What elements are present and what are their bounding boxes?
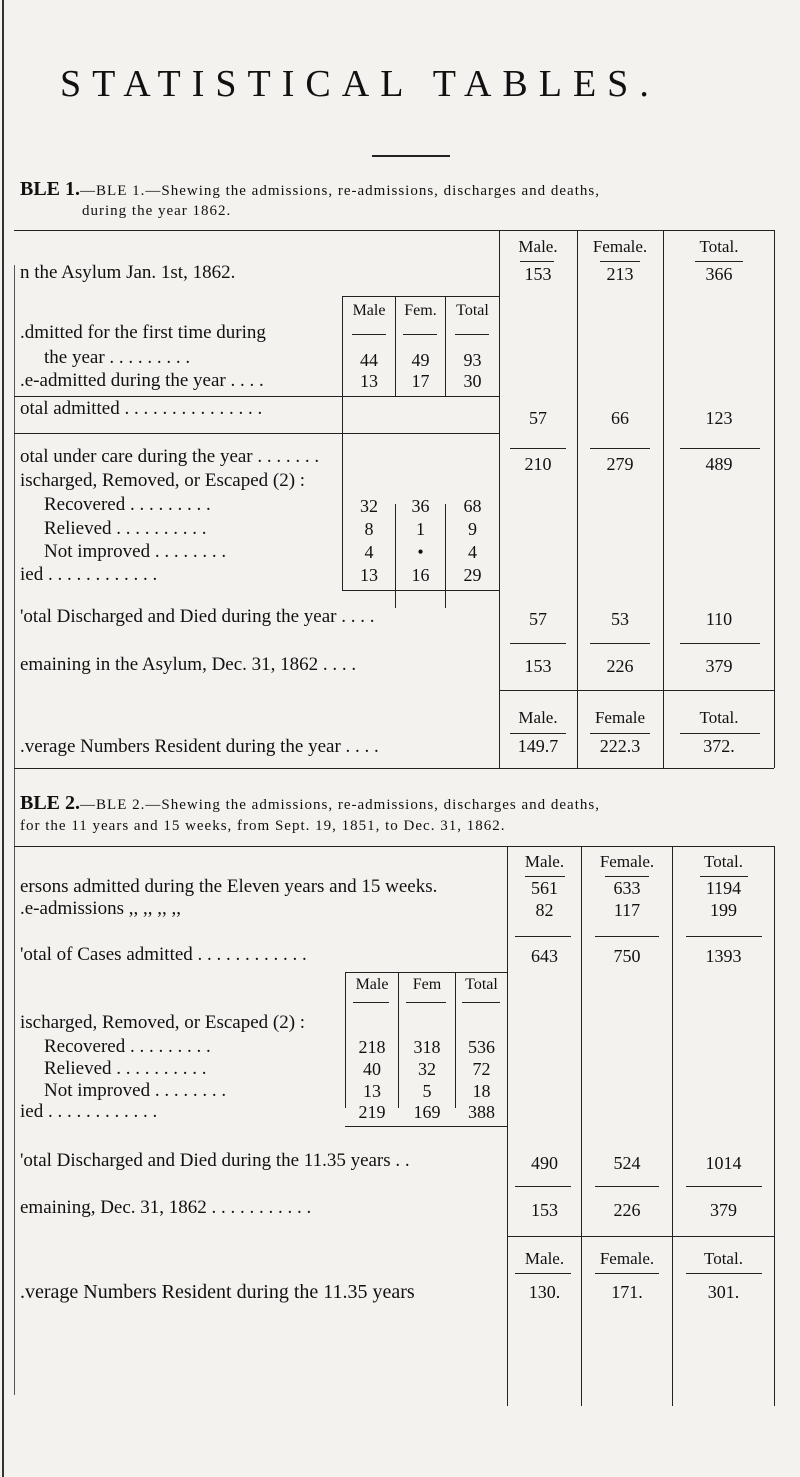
table1-recovered-fem: 36 (411, 496, 430, 516)
table1-died-male: 13 (360, 565, 378, 585)
table1-in-asylum-total: 366 (705, 264, 733, 284)
table2-avg-header-male: Male. (524, 1249, 565, 1268)
rule (353, 1002, 389, 1003)
table1-remaining-male: 153 (524, 656, 552, 676)
rule (600, 261, 640, 262)
rule (342, 590, 499, 591)
table1-total-admitted-label: otal admitted . . . . . . . . . . . . . . . (20, 398, 263, 419)
table1-under-care-female: 279 (606, 454, 634, 474)
table1-not-improved-male: 4 (364, 542, 374, 562)
rule (700, 876, 748, 877)
rule (525, 876, 565, 877)
rule (462, 1002, 500, 1003)
table1-discharged-label: ischarged, Removed, or Escaped (2) : (20, 470, 306, 491)
table1-total-discharged-total: 110 (705, 609, 733, 629)
table2-recovered-male: 218 (358, 1037, 386, 1057)
table2-readmissions-total: 199 (710, 900, 737, 920)
table1-caption-line2: during the year 1862. (82, 203, 232, 219)
table2-persons-admitted-label: ersons admitted during the Eleven years and 15 weeks. (20, 876, 438, 897)
table2-caption-line2: for the 11 years and 15 weeks, from Sept. 19, 1851, to Dec. 31, 1862. (20, 818, 506, 834)
table2-died-male: 219 (358, 1102, 386, 1122)
table1-died-label: ied . . . . . . . . . . . . (20, 564, 158, 585)
table1-remaining-label: emaining in the Asylum, Dec. 31, 1862 . . . . (20, 654, 357, 675)
table1-in-asylum-female: 213 (606, 264, 634, 284)
rule (680, 448, 760, 449)
table2-col-divider-2 (581, 846, 582, 1406)
table2-caption-line1: BLE 2.—BLE 2.—Shewing the admissions, re-admissions, discharges and deaths, (20, 792, 600, 814)
table1-total-discharged-female: 53 (611, 609, 629, 629)
table1-sub-divider-1 (342, 296, 343, 509)
table2-total-discharged-total: 1014 (705, 1153, 742, 1173)
table2-relieved-label: Relieved . . . . . . . . . . (44, 1058, 207, 1079)
rule (686, 936, 762, 937)
table2-caption-text: BLE 2.—Shewing the admissions, re-admissions, discharges and deaths, (96, 797, 600, 813)
rule (590, 448, 650, 449)
table1-admitted-first-fem: 49 (411, 350, 430, 370)
page-title: STATISTICAL TABLES. (60, 63, 660, 105)
table2-persons-admitted-female: 633 (613, 878, 641, 898)
table1-died-total: 29 (463, 565, 482, 585)
table1-total-discharged-male: 57 (529, 609, 547, 629)
table2-readmissions-male: 82 (535, 900, 554, 920)
table1-average-female: 222.3 (599, 736, 641, 756)
table2-relieved-male: 40 (363, 1059, 381, 1079)
rule (515, 1186, 571, 1187)
table2-relieved-total: 72 (472, 1059, 491, 1079)
table2-readmissions-label: .e-admissions ,, ,, ,, ,, (20, 898, 181, 919)
rule (590, 733, 650, 734)
title-rule (372, 155, 450, 157)
rule (14, 433, 499, 434)
table1-readmitted-male: 13 (360, 371, 378, 391)
table2-total-cases-total: 1393 (705, 946, 742, 966)
table1-average-total: 372. (703, 736, 735, 756)
table2-header-female: Female. (599, 852, 655, 871)
table1-admitted-first-male: 44 (360, 350, 378, 370)
rule (686, 1273, 762, 1274)
table1-remaining-female: 226 (606, 656, 634, 676)
table2-sub-header-fem: Fem (412, 976, 442, 993)
rule (590, 643, 650, 644)
table2-avg-header-female: Female. (599, 1249, 655, 1268)
rule (515, 1273, 571, 1274)
rule (342, 504, 343, 590)
table1-not-improved-label: Not improved . . . . . . . . (44, 541, 227, 562)
table1-relieved-male: 8 (364, 519, 374, 539)
table1-header-total: Total. (699, 237, 739, 256)
table1-avg-header-female: Female (594, 708, 646, 727)
table1-caption-line1: BLE 1.—BLE 1.—Shewing the admissions, re-admissions, discharges and deaths, (20, 178, 600, 200)
rule (515, 936, 571, 937)
rule (507, 1236, 774, 1237)
table2-recovered-label: Recovered . . . . . . . . . (44, 1036, 211, 1057)
rule (345, 1126, 507, 1127)
table2-header-male: Male. (524, 852, 565, 871)
table2-total-discharged-male: 490 (531, 1153, 558, 1173)
table1-total-admitted-male: 57 (529, 408, 547, 428)
rule (510, 448, 566, 449)
table2-relieved-fem: 32 (418, 1059, 436, 1079)
table2-not-improved-fem: 5 (422, 1081, 432, 1101)
table2-not-improved-male: 13 (363, 1081, 381, 1101)
table1-readmitted-fem: 17 (411, 371, 430, 391)
rule (680, 643, 760, 644)
rule (510, 643, 566, 644)
table2-died-fem: 169 (413, 1102, 441, 1122)
table2-not-improved-total: 18 (472, 1081, 491, 1101)
table2-average-female: 171. (611, 1282, 643, 1302)
table2-sub-header-male: Male (355, 976, 389, 993)
table1-average-male: 149.7 (517, 736, 559, 756)
table1-not-improved-total: 4 (468, 542, 477, 562)
table1-admitted-first-total: 93 (463, 350, 482, 370)
table2-total-discharged-female: 524 (613, 1153, 641, 1173)
rule (406, 1002, 446, 1003)
table1-col-divider-3 (663, 230, 664, 768)
rule (686, 1186, 762, 1187)
table1-total-admitted-female: 66 (611, 408, 629, 428)
table1-caption-text: BLE 1.—Shewing the admissions, re-admissions, discharges and deaths, (96, 183, 600, 199)
table1-under-care-male: 210 (524, 454, 552, 474)
table1-remaining-total: 379 (705, 656, 733, 676)
table1-header-female: Female. (592, 237, 648, 256)
table1-col-divider-2 (577, 230, 578, 768)
table2-remaining-total: 379 (710, 1200, 737, 1220)
rule (352, 334, 386, 335)
table2-total-cases-female: 750 (613, 946, 641, 966)
table1-sub-header-fem: Fem. (404, 302, 437, 319)
page-edge-inner (14, 265, 15, 1395)
table1-sub-header-total: Total (456, 302, 489, 319)
table2-died-total: 388 (468, 1102, 495, 1122)
rule (695, 261, 743, 262)
table1-relieved-fem: 1 (416, 519, 425, 539)
rule (14, 396, 499, 397)
table2-average-label: .verage Numbers Resident during the 11.35 years (20, 1281, 415, 1303)
table1-bottom-rule (14, 768, 774, 769)
rule (520, 261, 554, 262)
table1-in-asylum-male: 153 (524, 264, 552, 284)
table1-average-label: .verage Numbers Resident during the year . . . . (20, 736, 379, 757)
table1-top-rule (14, 230, 774, 231)
table2-discharged-label: ischarged, Removed, or Escaped (2) : (20, 1012, 306, 1033)
table1-admitted-first-label1: .dmitted for the first time during (20, 322, 266, 343)
table1-avg-header-male: Male. (518, 708, 558, 727)
table2-died-label: ied . . . . . . . . . . . . (20, 1101, 158, 1122)
table1-header-male: Male. (518, 237, 558, 256)
table1-total-admitted-total: 123 (705, 408, 733, 428)
table1-recovered-male: 32 (360, 496, 378, 516)
table2-not-improved-label: Not improved . . . . . . . . (44, 1080, 227, 1101)
table1-admitted-first-label2: the year . . . . . . . . . (44, 347, 191, 368)
rule (403, 334, 437, 335)
table2-col-divider-3 (672, 846, 673, 1406)
table1-sub-header-male: Male (352, 302, 386, 319)
table1-col-divider-4 (774, 230, 775, 768)
rule (595, 1273, 659, 1274)
table1-under-care-total: 489 (705, 454, 733, 474)
table2-persons-admitted-male: 561 (531, 878, 558, 898)
table2-recovered-total: 536 (468, 1037, 495, 1057)
table1-col-divider-1 (499, 230, 500, 768)
rule (595, 936, 659, 937)
table2-persons-admitted-total: 1194 (705, 878, 742, 898)
table1-relieved-total: 9 (468, 519, 477, 539)
table2-recovered-fem: 318 (413, 1037, 441, 1057)
table2-header-total: Total. (704, 852, 743, 871)
table1-recovered-total: 68 (463, 496, 482, 516)
table2-remaining-female: 226 (613, 1200, 641, 1220)
table2-col-divider-1 (507, 846, 508, 1406)
rule (680, 733, 760, 734)
page-edge (2, 0, 4, 1477)
rule (499, 690, 774, 691)
table1-recovered-label: Recovered . . . . . . . . . (44, 494, 211, 515)
table2-total-discharged-label: 'otal Discharged and Died during the 11.35 years . . (20, 1150, 410, 1171)
table1-subtable-top-rule (342, 296, 499, 297)
table1-not-improved-fem: • (417, 542, 424, 562)
table1-readmitted-total: 30 (463, 371, 482, 391)
table2-average-total: 301. (707, 1282, 740, 1302)
rule (595, 1186, 659, 1187)
rule (455, 334, 489, 335)
rule (605, 876, 649, 877)
table2-col-divider-4 (774, 846, 775, 1406)
table1-avg-header-total: Total. (699, 708, 739, 727)
table2-avg-header-total: Total. (704, 1249, 743, 1268)
table1-relieved-label: Relieved . . . . . . . . . . (44, 518, 207, 539)
table2-top-rule (14, 846, 774, 847)
table2-subtable-top-rule (345, 972, 507, 973)
table2-sub-header-total: Total (465, 976, 498, 993)
table1-total-under-care-label: otal under care during the year . . . . . . . (20, 446, 320, 467)
table2-readmissions-female: 117 (613, 900, 641, 920)
table1-row-in-asylum-label: n the Asylum Jan. 1st, 1862. (20, 262, 236, 283)
table2-remaining-label: emaining, Dec. 31, 1862 . . . . . . . . . . . (20, 1197, 312, 1218)
rule (510, 733, 566, 734)
table1-total-discharged-label: 'otal Discharged and Died during the year . . . . (20, 606, 375, 627)
table2-total-cases-label: 'otal of Cases admitted . . . . . . . . . . . . (20, 944, 307, 965)
table2-total-cases-male: 643 (531, 946, 558, 966)
table1-died-fem: 16 (411, 565, 430, 585)
table2-remaining-male: 153 (531, 1200, 558, 1220)
table1-readmitted-label: .e-admitted during the year . . . . (20, 370, 264, 391)
table2-average-male: 130. (528, 1282, 561, 1302)
